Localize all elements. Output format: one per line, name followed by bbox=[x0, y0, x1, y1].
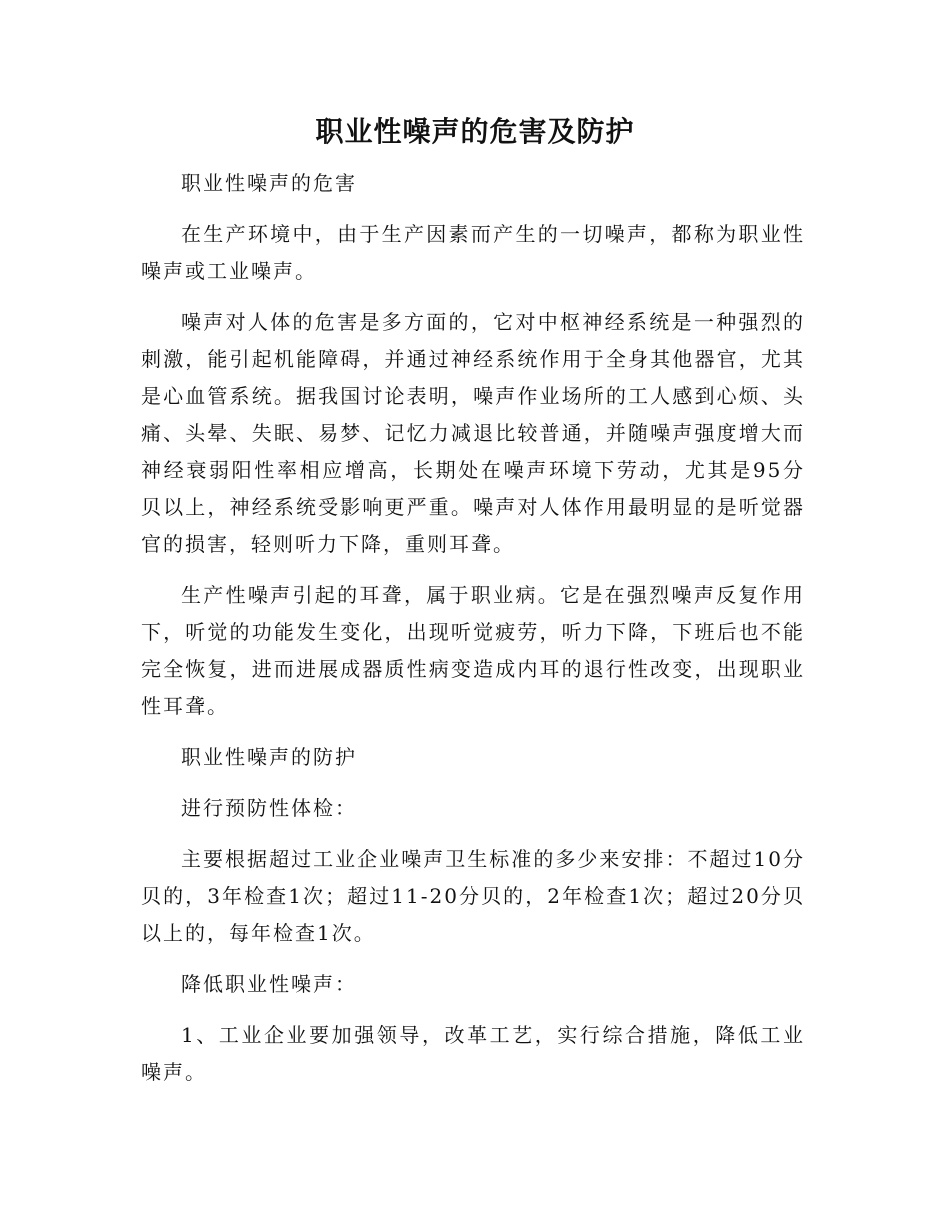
list-item-1: 1、工业企业要加强领导，改革工艺，实行综合措施，降低工业噪声。 bbox=[141, 1023, 805, 1084]
paragraph-definition: 在生产环境中，由于生产因素而产生的一切噪声，都称为职业性噪声或工业噪声。 bbox=[141, 222, 805, 283]
subheading-reduce-noise: 降低职业性噪声： bbox=[181, 972, 357, 996]
paragraph-occupational-deafness: 生产性噪声引起的耳聋，属于职业病。它是在强烈噪声反复作用下，听觉的功能发生变化，出现听觉疲劳，听力下降，下班后也不能完全恢复，进而进展成器质性病变造成内耳的退行性改变，出现职业性耳聋。 bbox=[141, 583, 805, 718]
subheading-preventive-exam: 进行预防性体检： bbox=[181, 796, 357, 820]
paragraph-health-effects: 噪声对人体的危害是多方面的，它对中枢神经系统是一种强烈的刺激，能引起机能障碍，并通过神经系统作用于全身其他器官，尤其是心血管系统。据我国讨论表明，噪声作业场所的工人感到心烦、头痛、头晕、失眠、易梦、记忆力减退比较普通，并随噪声强度增大而神经衰弱阳性率相应增高，长期处在噪声环境下劳动，尤其是95分贝以上，神经系统受影响更严重。噪声对人体作用最明显的是听觉器官的损害，轻则听力下降，重则耳聋。 bbox=[141, 310, 805, 556]
section-heading-hazards: 职业性噪声的危害 bbox=[181, 171, 357, 195]
document-title: 职业性噪声的危害及防护 bbox=[315, 115, 635, 148]
document-body bbox=[141, 165, 805, 1105]
paragraph-exam-schedule: 主要根据超过工业企业噪声卫生标准的多少来安排：不超过10分贝的，3年检查1次；超过11-20分贝的，2年检查1次；超过20分贝以上的，每年检查1次。 bbox=[141, 847, 805, 945]
section-heading-protection: 职业性噪声的防护 bbox=[181, 745, 357, 769]
